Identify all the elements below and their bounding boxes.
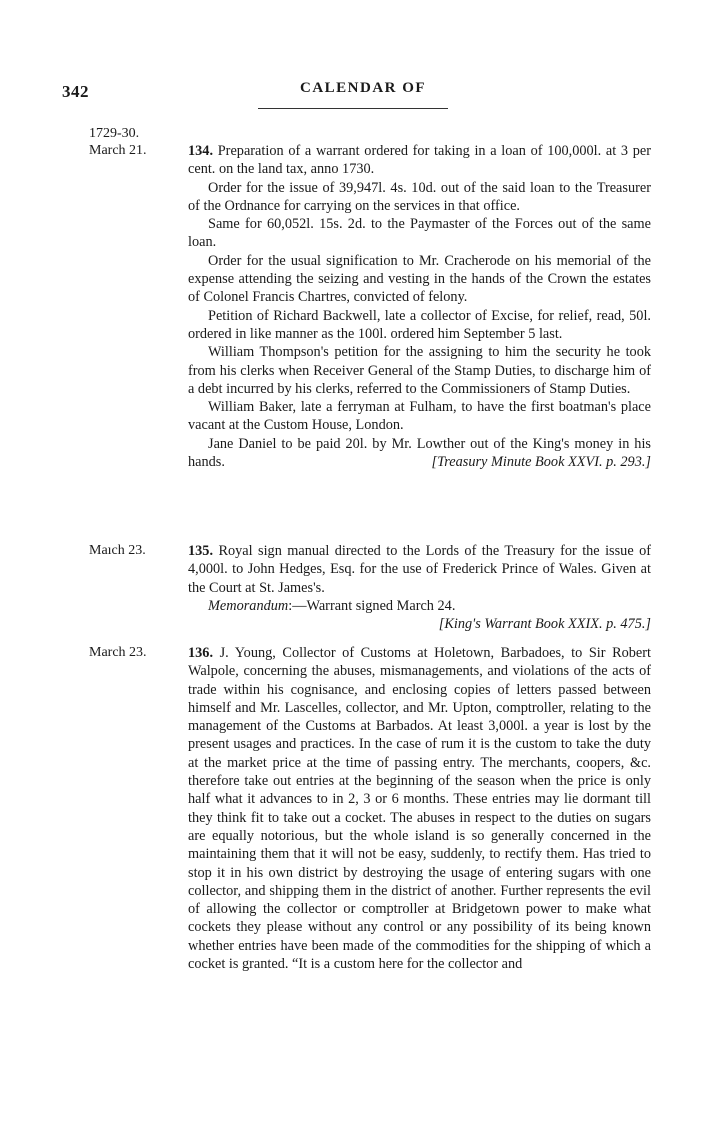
entry-paragraph: Petition of Richard Backwell, late a collector of Excise, for relief, read, 50l. ordered in like manner as the 100l. ordered him September 5 last. [188, 307, 651, 342]
entry-number: 136. [188, 645, 214, 661]
running-title: CALENDAR OF [300, 80, 427, 96]
year-label: 1729-30. [89, 126, 140, 141]
header-rule [258, 108, 448, 109]
entry-date: Maıch 23. [89, 543, 146, 558]
source-reference: [Treasury Minute Book XXVI. p. 293.] [431, 454, 651, 471]
entry-paragraph: 135. Royal sign manual directed to the Lords of the Treasury for the issue of 4,000l. to John Hedges, Esq. for the use of Frederick Prince of Wales. Given at the Court at St. James's. [188, 543, 651, 596]
entry-body [188, 142, 651, 471]
entry-paragraph: 134. Preparation of a warrant ordered for taking in a loan of 100,000l. at 3 per cent. on the land tax, anno 1730. [188, 143, 652, 178]
entry-paragraph: Order for the issue of 39,947l. 4s. 10d. out of the said loan to the Treasurer of the Ordnance for carrying on the services in that office. [188, 179, 651, 214]
entry-paragraph: Order for the usual signification to Mr. Cracherode on his memorial of the expense attending the seizing and vesting in the hands of the Crown the estates of Colonel Francis Chartres, convicted of felony. [188, 252, 651, 306]
entry-number: 135. [188, 543, 214, 559]
entry-number: 134. [188, 143, 214, 159]
entry-paragraph: Jane Daniel to be paid 20l. by Mr. Lowther out of the King's money in his hands. [Treasury Minute Book XXVI. p. 293.] [188, 435, 651, 471]
memorandum: Memorandum:—Warrant signed March 24. [208, 597, 456, 614]
entry-paragraph: William Thompson's petition for the assigning to him the security he took from his clerks when Receiver General of the Stamp Duties, to discharge him of a debt incurred by his clerks, referred to the Commissioners of Stamp Duties. [188, 344, 651, 397]
entry-paragraph: 136. J. Young, Collector of Customs at Holetown, Barbadoes, to Sir Robert Walpole, concerning the abuses, mismanagements, and violations of the acts of trade within his cognisance, and enclosing copies of letters passed between himself and Mr. Lascelles, collector, and Mr. Upton, comptroller, relating to the management of the Customs at Barbados. At least 3,000l. a year is lost by the present usages and practices. In the case of rum it is the custom to take the duty at the market price at the time of passing entry. The merchants, coopers, &c. therefore take out entries at the beginning of the season when the price is only half what it advances to in 2, 3 or 6 months. These entries may lie dormant till they think fit to take out a cocket. The abuses in respect to the duties on sugars are equally notorious, but the whole island is so generally concerned in the maintaining them that it will not be easy, suddenly, to rectify them. Has tried to stop it in his own district by destroying the usage of entering sugars with one collector, and shipping them in the district of another. Further represents the evil of allowing the collector or comptroller at Bridgetown power to make what cockets they please without any control or any possibility of its being known whether entries have been made of the commodities for the shipping of which a cocket is granted. “It is a custom here for the collector and [188, 645, 651, 973]
page-number: 342 [62, 82, 89, 101]
entry-date: March 23. [89, 645, 147, 660]
entry-body [188, 644, 651, 973]
entry-date: March 21. [89, 143, 147, 158]
entry-paragraph: Same for 60,052l. 15s. 2d. to the Paymaster of the Forces out of the same loan. [188, 216, 651, 251]
source-reference: [King's Warrant Book XXIX. p. 475.] [438, 616, 651, 633]
entry-paragraph: William Baker, late a ferryman at Fulham, to have the first boatman's place vacant at the Custom House, London. [188, 399, 651, 434]
entry-body [188, 542, 651, 633]
